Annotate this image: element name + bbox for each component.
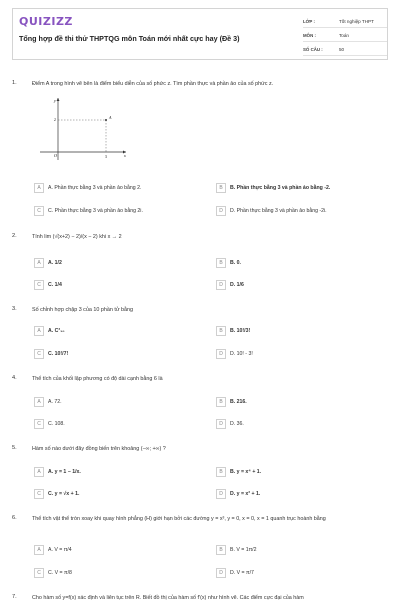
answer-option-b[interactable] [216,257,241,268]
answer-option-c[interactable] [34,418,65,429]
option-text: B. 10!/3! [230,327,251,334]
quiz-header [12,8,388,60]
question-text: Hàm số nào dưới đây đồng biến trên khoảng (−∞; +∞) ? [32,446,166,452]
answer-option-a[interactable] [34,466,81,477]
question-text: Tính lim (√(x+2) − 2)/(x − 2) khi x → 2 [32,234,122,240]
question-text: Thể tích vật thể tròn xoay khi quay hình phẳng (H) giới hạn bởi các đường y = x³, y = 0, x = 0, x = 1 quanh trục hoành bằng [32,516,326,522]
exam-title: Tổng hợp đề thi thử THPTQG môn Toán mới nhất cực hay (Đề 3) [19,34,240,43]
y-tick-label: 2 [54,118,56,122]
option-letter: B [216,183,226,193]
question-number: 5. [12,445,17,451]
answer-option-b[interactable] [216,396,247,407]
question-number: 2. [12,233,17,239]
option-letter: A [34,545,44,555]
answer-option-d[interactable] [216,418,244,429]
option-text: C. y = √x + 1. [48,490,80,497]
answer-option-c[interactable] [34,279,62,290]
option-text: B. 0. [230,259,241,266]
option-letter: B [216,258,226,268]
option-text: B. Phần thực bằng 3 và phần ảo bằng -2. [230,184,331,191]
option-letter: C [34,206,44,216]
option-text: C. Phần thực bằng 3 và phần ảo bằng 2i. [48,207,143,214]
option-letter: A [34,397,44,407]
option-letter: A [34,258,44,268]
point-a-label: A [109,115,112,120]
question-number: 7. [12,594,17,600]
meta-value: Tốt nghiệp THPT [339,18,374,24]
x-tick-label: 3 [105,155,107,159]
answer-option-c[interactable] [34,205,143,216]
option-letter: D [216,419,226,429]
option-text: D. y = x³ + 1. [230,490,261,497]
option-text: A. C³₁₀ [48,327,65,334]
option-text: A. 72. [48,398,62,405]
option-letter: C [34,419,44,429]
option-letter: A [34,467,44,477]
meta-value: Toán [339,32,349,38]
option-letter: A [34,183,44,193]
option-text: A. y = 1 − 1/x. [48,468,81,475]
option-letter: B [216,467,226,477]
option-letter: B [216,545,226,555]
option-text: C. 108. [48,420,65,427]
question-number: 6. [12,515,17,521]
meta-label: MÔN : [303,32,316,38]
meta-table [303,15,387,57]
option-letter: B [216,326,226,336]
option-letter: C [34,568,44,578]
y-axis-label: y [54,98,56,103]
answer-option-a[interactable] [34,325,65,336]
point-a [105,119,107,121]
answer-option-b[interactable] [216,544,257,555]
option-text: B. V = 1π/2 [230,546,257,553]
option-text: D. V = π/7 [230,569,254,576]
option-letter: C [34,489,44,499]
answer-option-b[interactable] [216,325,250,336]
option-text: D. Phần thực bằng 3 và phần ảo bằng -2i. [230,207,327,214]
option-text: A. V = π/4 [48,546,72,553]
answer-option-d[interactable] [216,348,253,359]
complex-plane-graph [36,94,131,164]
option-text: C. 1/4 [48,281,62,288]
option-letter: A [34,326,44,336]
answer-option-a[interactable] [34,182,141,193]
answer-option-a[interactable] [34,544,72,555]
option-text: D. 1/6 [230,281,244,288]
option-letter: D [216,489,226,499]
y-axis-arrow [57,98,60,101]
option-letter: D [216,280,226,290]
option-letter: B [216,397,226,407]
question-text: Cho hàm số y=f(x) xác định và liên tục trên R. Biết đồ thị của hàm số f'(x) như hình vẽ. Các điểm cực đại của hàm [32,595,304,600]
option-letter: C [34,349,44,359]
question-number: 1. [12,80,17,86]
answer-option-c[interactable] [34,567,72,578]
option-letter: D [216,206,226,216]
meta-label: SỐ CÂU : [303,46,323,52]
option-text: C. 10!/7! [48,350,69,357]
answer-option-c[interactable] [34,488,79,499]
option-letter: D [216,349,226,359]
answer-option-d[interactable] [216,567,254,578]
option-letter: C [34,280,44,290]
x-axis-label: x [124,153,126,158]
option-text: D. 10! - 3! [230,350,253,357]
question-text: Điểm A trong hình vẽ bên là điểm biểu diễn của số phức z. Tìm phần thực và phần ảo của số phức z. [32,81,274,87]
answer-option-a[interactable] [34,257,62,268]
meta-label: LỚP : [303,18,315,24]
option-text: C. V = π/8 [48,569,72,576]
option-text: B. 216. [230,398,247,405]
meta-row-class [303,15,387,28]
option-text: B. y = x⁴ + 1. [230,468,262,475]
option-letter: D [216,568,226,578]
answer-option-d[interactable] [216,205,327,216]
answer-option-a[interactable] [34,396,62,407]
option-text: A. Phần thực bằng 3 và phần ảo bằng 2. [48,184,142,191]
option-text: A. 1/2 [48,259,62,266]
quizizz-logo: QUIZIZZ [19,15,73,28]
option-text: D. 36. [230,420,244,427]
question-text: Thể tích của khối lập phương có độ dài cạnh bằng 6 là [32,376,163,382]
question-number: 4. [12,375,17,381]
meta-row-count [303,43,387,56]
question-text: Số chỉnh hợp chập 3 của 10 phần tử bằng [32,307,133,313]
meta-row-subject [303,29,387,42]
question-number: 3. [12,306,17,312]
answer-option-d[interactable] [216,279,244,290]
answer-option-b[interactable] [216,182,330,193]
meta-value: 50 [339,46,345,52]
answer-option-d[interactable] [216,488,260,499]
answer-option-b[interactable] [216,466,261,477]
answer-option-c[interactable] [34,348,68,359]
origin-label: O [54,153,57,158]
